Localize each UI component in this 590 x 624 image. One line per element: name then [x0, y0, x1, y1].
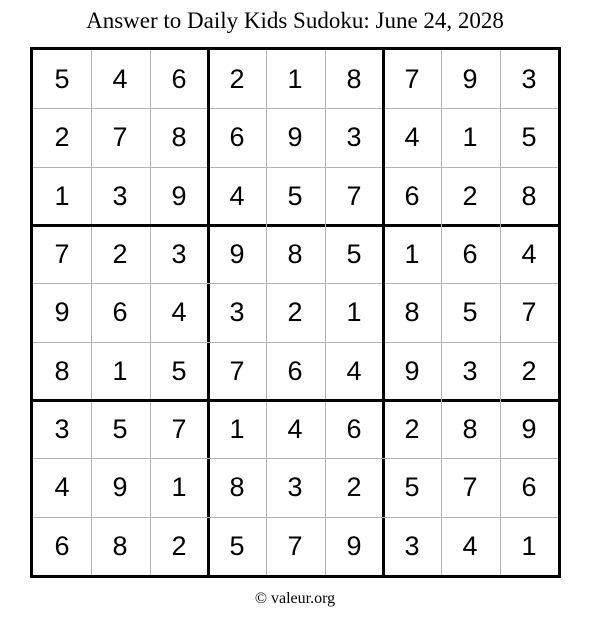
sudoku-cell-r4-c3: 3 — [171, 238, 187, 269]
sudoku-board — [30, 47, 561, 578]
sudoku-cell-r5-c5: 2 — [287, 296, 303, 327]
sudoku-cell-r7-c1: 3 — [54, 413, 70, 444]
sudoku-cell-r6-c9: 2 — [521, 355, 537, 386]
sudoku-cell-r1-c3: 6 — [171, 63, 187, 94]
sudoku-cell-r2-c3: 8 — [171, 121, 187, 152]
sudoku-cell-r2-c8: 1 — [462, 121, 478, 152]
sudoku-cell-r2-c2: 7 — [112, 121, 128, 152]
sudoku-cell-r8-c7: 5 — [404, 471, 420, 502]
sudoku-cell-r2-c4: 6 — [229, 121, 245, 152]
sudoku-cell-r8-c1: 4 — [54, 471, 70, 502]
sudoku-cell-r1-c6: 8 — [346, 63, 362, 94]
sudoku-cell-r1-c7: 7 — [404, 63, 420, 94]
sudoku-cell-r2-c7: 4 — [404, 121, 420, 152]
sudoku-cell-r4-c7: 1 — [404, 238, 420, 269]
sudoku-cell-r2-c1: 2 — [54, 121, 70, 152]
sudoku-cell-r3-c3: 9 — [171, 180, 187, 211]
sudoku-cell-r7-c8: 8 — [462, 413, 478, 444]
sudoku-cell-r4-c5: 8 — [287, 238, 303, 269]
sudoku-cell-r5-c2: 6 — [112, 296, 128, 327]
sudoku-cell-r3-c7: 6 — [404, 180, 420, 211]
sudoku-cell-r6-c2: 1 — [112, 355, 128, 386]
sudoku-cell-r7-c5: 4 — [287, 413, 303, 444]
sudoku-cell-r2-c6: 3 — [346, 121, 362, 152]
sudoku-cell-r8-c9: 6 — [521, 471, 537, 502]
sudoku-cell-r4-c1: 7 — [54, 238, 70, 269]
sudoku-cell-r1-c9: 3 — [521, 63, 537, 94]
sudoku-cell-r8-c2: 9 — [112, 471, 128, 502]
sudoku-cell-r4-c4: 9 — [229, 238, 245, 269]
sudoku-cell-r8-c8: 7 — [462, 471, 478, 502]
sudoku-cell-r3-c8: 2 — [462, 180, 478, 211]
sudoku-cell-r3-c6: 7 — [346, 180, 362, 211]
sudoku-cell-r7-c9: 9 — [521, 413, 537, 444]
sudoku-cell-r9-c8: 4 — [462, 530, 478, 561]
sudoku-cell-r4-c8: 6 — [462, 238, 478, 269]
sudoku-cell-r6-c3: 5 — [171, 355, 187, 386]
sudoku-cell-r9-c9: 1 — [521, 530, 537, 561]
sudoku-cell-r5-c3: 4 — [171, 296, 187, 327]
sudoku-cell-r5-c4: 3 — [229, 296, 245, 327]
sudoku-cell-r9-c4: 5 — [229, 530, 245, 561]
sudoku-cell-r3-c5: 5 — [287, 180, 303, 211]
sudoku-cell-r3-c4: 4 — [229, 180, 245, 211]
sudoku-cell-r7-c2: 5 — [112, 413, 128, 444]
sudoku-cell-r9-c2: 8 — [112, 530, 128, 561]
sudoku-cell-r1-c5: 1 — [287, 63, 303, 94]
sudoku-cell-r7-c4: 1 — [229, 413, 245, 444]
copyright-footer: © valeur.org — [254, 590, 336, 607]
sudoku-cell-r2-c5: 9 — [287, 121, 303, 152]
sudoku-cell-r5-c8: 5 — [462, 296, 478, 327]
sudoku-cell-r3-c9: 8 — [521, 180, 537, 211]
sudoku-cell-r6-c5: 6 — [287, 355, 303, 386]
sudoku-cell-r1-c8: 9 — [462, 63, 478, 94]
sudoku-cell-r9-c1: 6 — [54, 530, 70, 561]
sudoku-cell-r1-c2: 4 — [112, 63, 128, 94]
sudoku-cell-r6-c4: 7 — [229, 355, 245, 386]
sudoku-cell-r1-c4: 2 — [229, 63, 245, 94]
page-title: Answer to Daily Kids Sudoku: June 24, 2028 — [86, 8, 504, 33]
sudoku-cell-r8-c3: 1 — [171, 471, 187, 502]
sudoku-cell-r8-c5: 3 — [287, 471, 303, 502]
sudoku-cell-r6-c1: 8 — [54, 355, 70, 386]
sudoku-cell-r3-c1: 1 — [54, 180, 70, 211]
sudoku-cell-r5-c9: 7 — [521, 296, 537, 327]
sudoku-cell-r1-c1: 5 — [54, 63, 70, 94]
sudoku-cell-r6-c6: 4 — [346, 355, 362, 386]
sudoku-cell-r7-c3: 7 — [171, 413, 187, 444]
sudoku-cell-r9-c5: 7 — [287, 530, 303, 561]
sudoku-cell-r9-c7: 3 — [404, 530, 420, 561]
sudoku-cell-r4-c9: 4 — [521, 238, 537, 269]
sudoku-cell-r3-c2: 3 — [112, 180, 128, 211]
sudoku-cell-r7-c6: 6 — [346, 413, 362, 444]
sudoku-cell-r5-c1: 9 — [54, 296, 70, 327]
sudoku-cell-r7-c7: 2 — [404, 413, 420, 444]
sudoku-cell-r5-c7: 8 — [404, 296, 420, 327]
sudoku-cell-r2-c9: 5 — [521, 121, 537, 152]
sudoku-cell-r9-c3: 2 — [171, 530, 187, 561]
sudoku-cell-r4-c6: 5 — [346, 238, 362, 269]
sudoku-cell-r6-c7: 9 — [404, 355, 420, 386]
sudoku-cell-r8-c6: 2 — [346, 471, 362, 502]
sudoku-cell-r8-c4: 8 — [229, 471, 245, 502]
sudoku-cell-r9-c6: 9 — [346, 530, 362, 561]
sudoku-cell-r4-c2: 2 — [112, 238, 128, 269]
sudoku-cell-r6-c8: 3 — [462, 355, 478, 386]
sudoku-cell-r5-c6: 1 — [346, 296, 362, 327]
